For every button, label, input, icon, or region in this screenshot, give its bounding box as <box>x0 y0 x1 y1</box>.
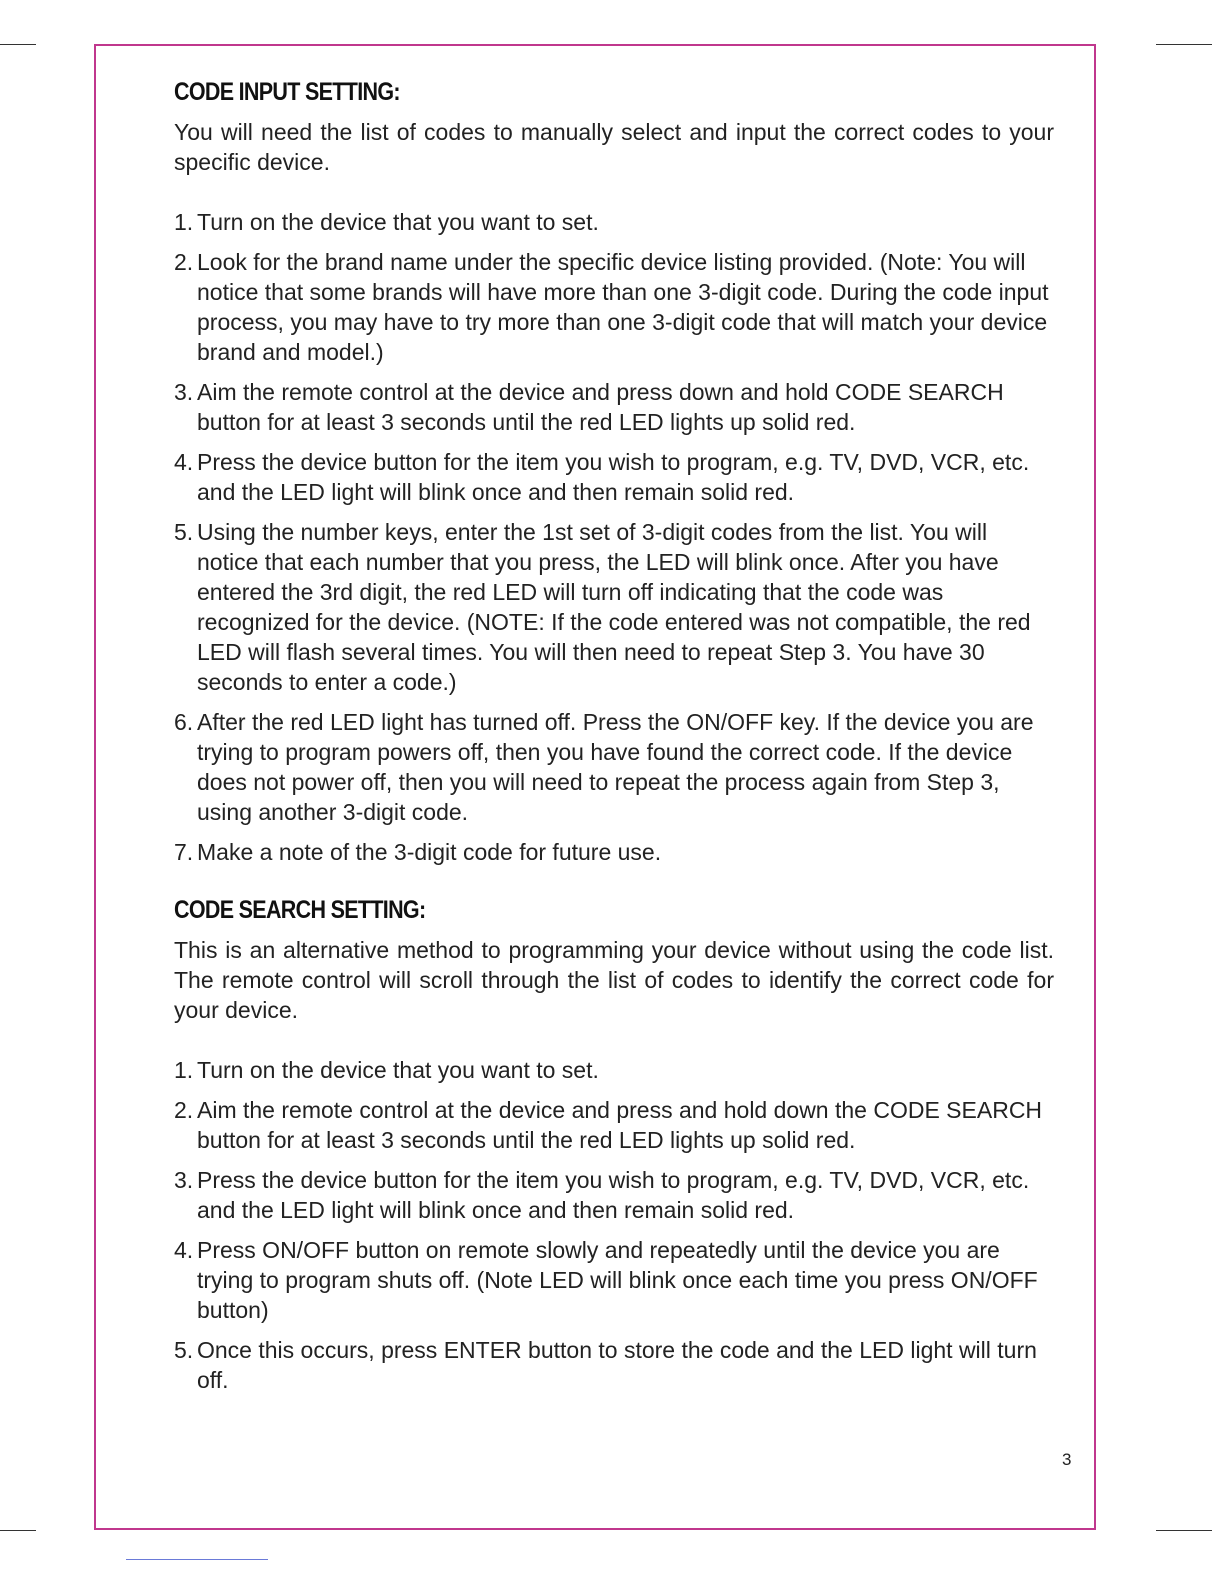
list-item <box>174 377 1054 437</box>
list-item <box>174 707 1054 827</box>
step-text: Once this occurs, press ENTER button to store the code and the LED light will turn off. <box>197 1337 1037 1393</box>
code-input-heading: CODE INPUT SETTING: <box>174 78 400 106</box>
step-text: Aim the remote control at the device and press and hold down the CODE SEARCH button for at least 3 seconds until the red LED lights up solid red. <box>197 1097 1043 1153</box>
step-number: 4. <box>174 449 194 475</box>
code-search-section <box>174 896 1054 1405</box>
list-item <box>174 447 1054 507</box>
code-search-heading: CODE SEARCH SETTING: <box>174 896 426 924</box>
step-text: Press the device button for the item you wish to program, e.g. TV, DVD, VCR, etc. and the LED light will blink once and then remain solid red. <box>197 449 1030 505</box>
step-number: 5. <box>174 519 194 545</box>
bottom-rule <box>126 1559 268 1560</box>
step-number: 5. <box>174 1337 194 1363</box>
list-item <box>174 247 1054 367</box>
step-text: Using the number keys, enter the 1st set of 3-digit codes from the list. You will notice that each number that you press, the LED will blink once. After you have entered the 3rd digit, the red LED will turn off indicating that the code was recognized for the device. (NOTE: If the code entered was not compatible, the red LED will flash several times. You will then need to repeat Step 3. You have 30 seconds to enter a code.) <box>197 519 1031 695</box>
step-text: Make a note of the 3-digit code for future use. <box>197 839 662 865</box>
code-input-steps <box>174 207 1054 867</box>
code-input-section <box>174 78 1054 877</box>
crop-mark-bottom-right <box>1156 1530 1212 1531</box>
list-item <box>174 837 1054 867</box>
crop-mark-bottom-left <box>0 1530 36 1531</box>
step-text: Turn on the device that you want to set. <box>197 209 599 235</box>
step-text: Press ON/OFF button on remote slowly and repeatedly until the device you are trying to program shuts off. (Note LED will blink once each time you press ON/OFF button) <box>197 1237 1038 1323</box>
step-number: 2. <box>174 1097 194 1123</box>
step-number: 1. <box>174 1057 194 1083</box>
crop-mark-top-left <box>0 44 36 45</box>
step-text: Turn on the device that you want to set. <box>197 1057 599 1083</box>
step-number: 3. <box>174 379 194 405</box>
step-number: 2. <box>174 249 194 275</box>
step-number: 1. <box>174 209 194 235</box>
step-number: 3. <box>174 1167 194 1193</box>
list-item <box>174 1055 1054 1085</box>
step-number: 7. <box>174 839 194 865</box>
code-search-steps <box>174 1055 1054 1395</box>
page-number: 3 <box>1062 1450 1072 1469</box>
list-item <box>174 517 1054 697</box>
step-text: Aim the remote control at the device and press down and hold CODE SEARCH button for at least 3 seconds until the red LED lights up solid red. <box>197 379 1004 435</box>
list-item <box>174 1235 1054 1325</box>
step-number: 6. <box>174 709 194 735</box>
step-text: After the red LED light has turned off. Press the ON/OFF key. If the device you are trying to program powers off, then you have found the correct code. If the device does not power off, then you will need to repeat the process again from Step 3, using another 3-digit code. <box>197 709 1034 825</box>
code-search-intro: This is an alternative method to programming your device without using the code list. The remote control will scroll through the list of codes to identify the correct code for your device. <box>174 937 1054 1023</box>
list-item <box>174 1165 1054 1225</box>
list-item <box>174 1095 1054 1155</box>
step-text: Look for the brand name under the specific device listing provided. (Note: You will notice that some brands will have more than one 3-digit code. During the code input process, you may have to try more than one 3-digit code that will match your device brand and model.) <box>197 249 1049 365</box>
crop-mark-top-right <box>1156 44 1212 45</box>
step-text: Press the device button for the item you wish to program, e.g. TV, DVD, VCR, etc. and the LED light will blink once and then remain solid red. <box>197 1167 1030 1223</box>
list-item <box>174 207 1054 237</box>
code-input-intro: You will need the list of codes to manually select and input the correct codes to your specific device. <box>174 119 1054 175</box>
list-item <box>174 1335 1054 1395</box>
step-number: 4. <box>174 1237 194 1263</box>
